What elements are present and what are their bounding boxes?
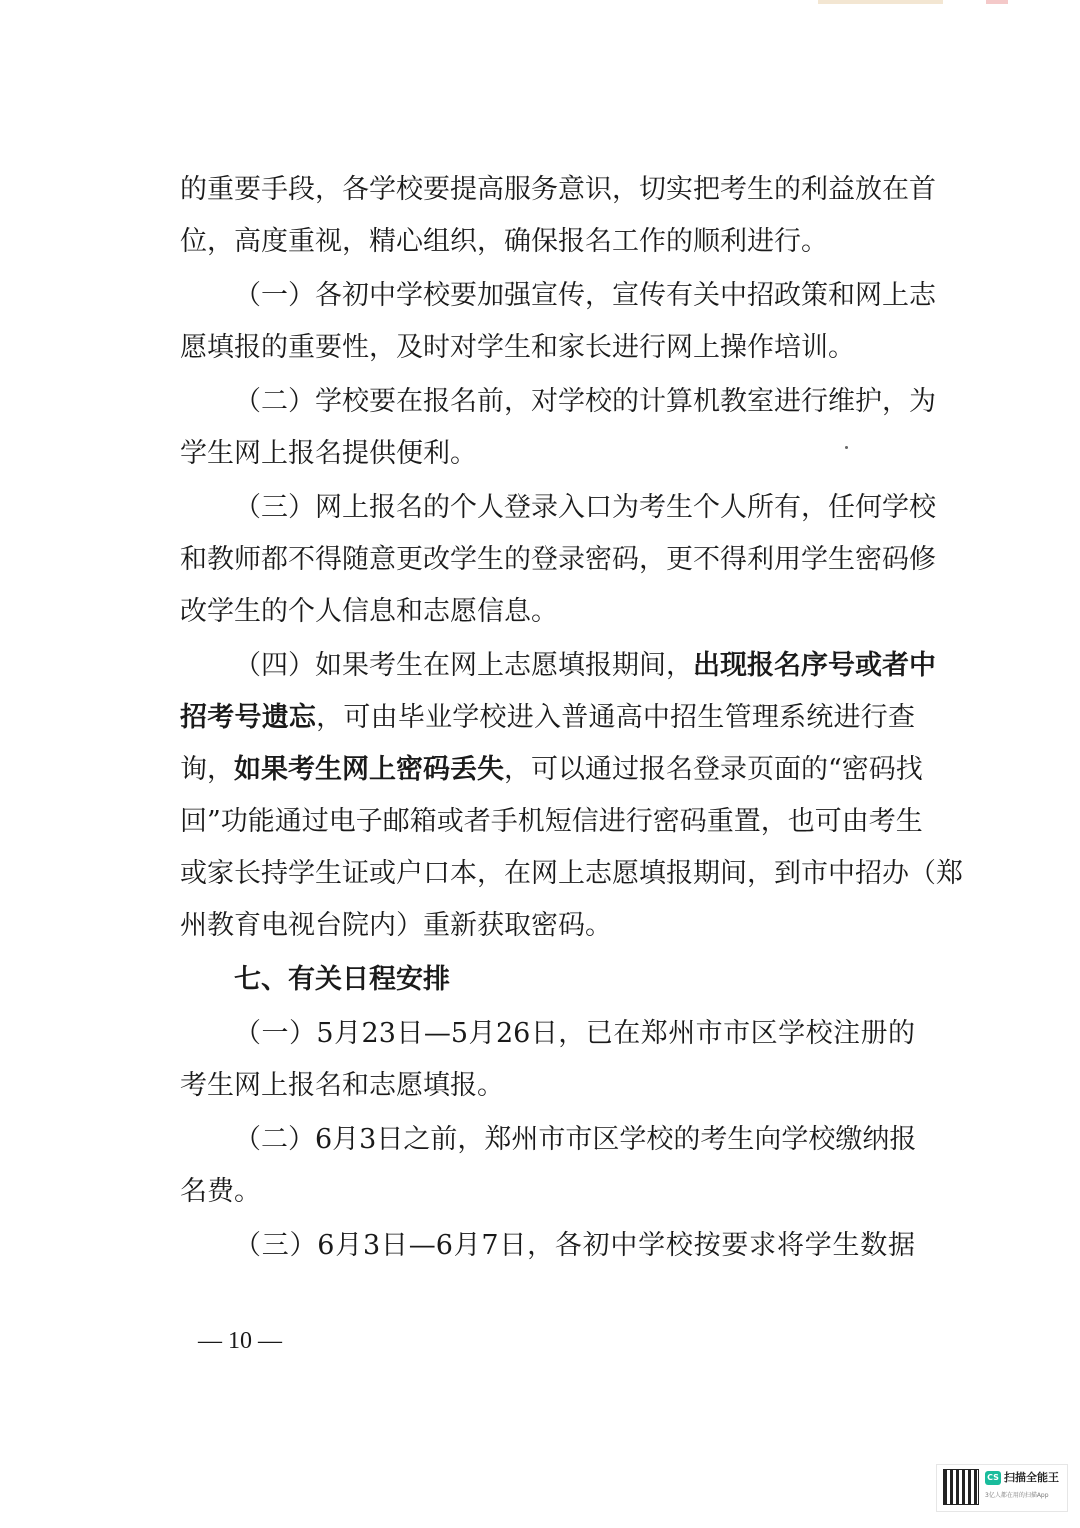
text-line: 的重要手段，各学校要提高服务意识，切实把考生的利益放在首 bbox=[180, 174, 936, 205]
text-line: 名费。 bbox=[180, 1176, 261, 1207]
text-line: （二）学校要在报名前，对学校的计算机教室进行维护，为 bbox=[234, 386, 936, 417]
scan-speck bbox=[845, 446, 848, 449]
watermark-app-name: 扫描全能王 bbox=[1004, 1471, 1059, 1484]
text-line bbox=[180, 744, 923, 796]
text-line: （一）5月23日—5月26日，已在郑州市市区学校注册的 bbox=[234, 1018, 915, 1049]
emphasis-text: 如果考生网上密码丢失 bbox=[234, 754, 504, 785]
text-line: （三）网上报名的个人登录入口为考生个人所有，任何学校 bbox=[234, 492, 936, 523]
emphasis-text: 招考号遗忘 bbox=[180, 702, 317, 733]
text-line: （一）各初中学校要加强宣传，宣传有关中招政策和网上志 bbox=[234, 280, 936, 311]
text-line bbox=[180, 692, 915, 744]
text-line: （二）6月3日之前，郑州市市区学校的考生向学校缴纳报 bbox=[234, 1124, 917, 1155]
text-line: 或家长持学生证或户口本，在网上志愿填报期间，到市中招办（郑 bbox=[180, 858, 963, 889]
camscanner-logo-icon: CS bbox=[985, 1471, 1001, 1485]
text-run: ，可由毕业学校进入普通高中招生管理系统进行查 bbox=[316, 702, 916, 733]
text-line: （三）6月3日—6月7日，各初中学校按要求将学生数据 bbox=[234, 1230, 915, 1261]
text-line: 州教育电视台院内）重新获取密码。 bbox=[180, 910, 612, 941]
emphasis-text: 出现报名序号或者中 bbox=[693, 650, 936, 681]
text-line: 改学生的个人信息和志愿信息。 bbox=[180, 596, 558, 627]
text-line: 考生网上报名和志愿填报。 bbox=[180, 1070, 504, 1101]
scan-edge-mark bbox=[818, 0, 943, 4]
text-run: ，可以通过报名登录页面的“密码找 bbox=[504, 754, 923, 785]
text-run: （四）如果考生在网上志愿填报期间， bbox=[234, 650, 693, 681]
section-heading: 七、有关日程安排 bbox=[234, 964, 450, 995]
text-run: 询， bbox=[180, 754, 234, 785]
document-body bbox=[180, 164, 963, 1272]
watermark-tagline: 3亿人都在用的扫描App bbox=[985, 1492, 1049, 1499]
text-line: 和教师都不得随意更改学生的登录密码，更不得利用学生密码修 bbox=[180, 544, 936, 575]
text-line: 愿填报的重要性，及时对学生和家长进行网上操作培训。 bbox=[180, 332, 855, 363]
text-line: 回”功能通过电子邮箱或者手机短信进行密码重置，也可由考生 bbox=[180, 806, 923, 837]
text-line: 学生网上报名提供便利。 bbox=[180, 438, 477, 469]
text-line bbox=[180, 640, 936, 692]
page-number: — 10 — bbox=[198, 1328, 282, 1354]
scan-edge-mark bbox=[986, 0, 1008, 4]
qr-code-icon bbox=[943, 1469, 979, 1505]
text-line: 位，高度重视，精心组织，确保报名工作的顺利进行。 bbox=[180, 226, 828, 257]
scanner-watermark bbox=[936, 1464, 1068, 1512]
